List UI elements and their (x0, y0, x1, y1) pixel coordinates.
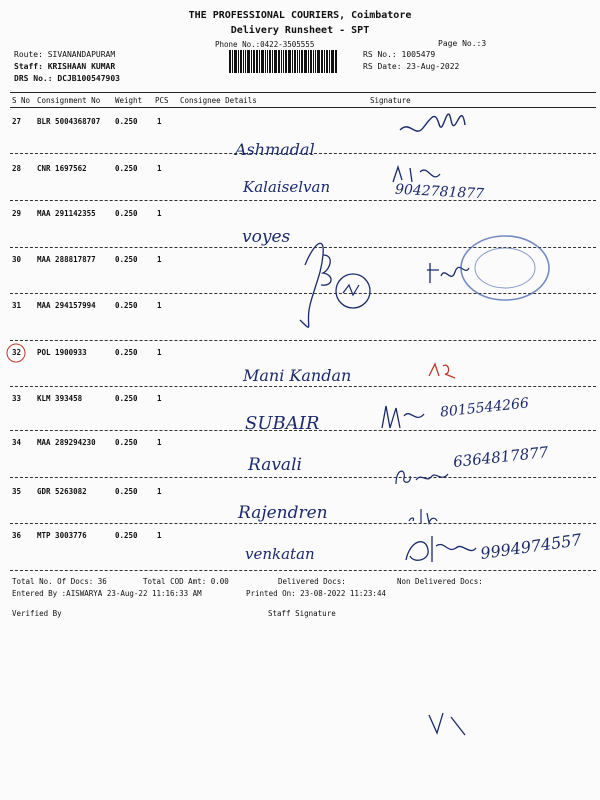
row-pcs: 1 (157, 487, 162, 496)
drs-value: DCJB100547903 (57, 74, 120, 83)
row-consignment: CNR 1697562 (37, 164, 87, 173)
row-consignment: MTP 3003776 (37, 531, 87, 540)
row-divider (10, 340, 596, 341)
circle-mark (5, 342, 27, 364)
company-stamp (455, 232, 555, 304)
row-pcs: 1 (157, 301, 162, 310)
handwritten-phone: 8015544266 (439, 395, 530, 421)
company-name: THE PROFESSIONAL COURIERS, Coimbatore (188, 10, 412, 21)
row-sno: 29 (12, 209, 22, 218)
handwritten-name: SUBAIR (245, 413, 320, 434)
row-consignment: MAA 289294230 (37, 438, 96, 447)
row-weight: 0.250 (115, 209, 138, 218)
row-pcs: 1 (157, 255, 162, 264)
handwritten-name: venkatan (245, 545, 315, 563)
row-weight: 0.250 (115, 487, 138, 496)
col-sno: S No (12, 96, 31, 105)
row-pcs: 1 (157, 531, 162, 540)
row-weight: 0.250 (115, 255, 138, 264)
row-pcs: 1 (157, 117, 162, 126)
row-sno: 32 (12, 348, 22, 357)
row-consignment: KLM 393458 (37, 394, 83, 403)
row-weight: 0.250 (115, 348, 138, 357)
runsheet-title: Delivery Runsheet - SPT (230, 25, 370, 36)
col-consignment: Consignment No (37, 96, 101, 105)
signature-scribble (295, 225, 385, 340)
delivered-docs: Delivered Docs: (278, 577, 346, 586)
row-sno: 30 (12, 255, 22, 264)
row-consignment: GDR 5263082 (37, 487, 87, 496)
row-sno: 28 (12, 164, 22, 173)
row-sno: 34 (12, 438, 22, 447)
total-docs: Total No. Of Docs: 36 (12, 577, 107, 586)
signature-scribble (400, 530, 480, 570)
col-weight: Weight (115, 96, 143, 105)
row-pcs: 1 (157, 209, 162, 218)
row-weight: 0.250 (115, 117, 138, 126)
row-consignment: MAA 288817877 (37, 255, 96, 264)
row-weight: 0.250 (115, 531, 138, 540)
row-pcs: 1 (157, 438, 162, 447)
route: Route: SIVANANDAPURAM (14, 50, 116, 59)
phone-number: Phone No.:0422-3505555 (215, 40, 315, 49)
row-weight: 0.250 (115, 394, 138, 403)
handwritten-name: Ravali (248, 455, 302, 475)
row-consignment: BLR 5004368707 (37, 117, 101, 126)
row-consignment: POL 1900933 (37, 348, 87, 357)
handwritten-name: Kalaiselvan (243, 178, 331, 196)
handwritten-name: Mani Kandan (243, 366, 352, 385)
row-divider (10, 570, 596, 571)
signature-scribble (425, 358, 465, 383)
non-delivered-docs: Non Delivered Docs: (397, 577, 483, 586)
staff: Staff: KRISHAAN KUMAR (14, 62, 116, 71)
drs-number (14, 74, 120, 83)
total-cod: Total COD Amt: 0.00 (143, 577, 229, 586)
header-rule-top (10, 92, 596, 93)
row-sno: 27 (12, 117, 22, 126)
row-divider (10, 200, 596, 201)
row-pcs: 1 (157, 394, 162, 403)
signature-scribble (390, 162, 460, 192)
signature-scribble (392, 462, 452, 492)
page-number: Page No.:3 (438, 39, 487, 48)
row-sno: 31 (12, 301, 22, 310)
row-divider (10, 523, 596, 524)
row-weight: 0.250 (115, 438, 138, 447)
col-pcs: PCS (155, 96, 169, 105)
col-signature: Signature (370, 96, 411, 105)
handwritten-name: Ashmadal (235, 140, 315, 159)
handwritten-phone: 6364817877 (452, 443, 550, 471)
row-sno: 36 (12, 531, 22, 540)
signature-scribble (405, 503, 445, 528)
drs-label: DRS No.: (14, 74, 53, 83)
row-consignment: MAA 294157994 (37, 301, 96, 310)
entered-by: Entered By :AISWARYA 23-Aug-22 11:16:33 AM (12, 589, 202, 598)
verified-by: Verified By (12, 609, 62, 618)
staff-signature: Staff Signature (268, 609, 336, 618)
handwritten-name: Rajendren (238, 503, 328, 523)
row-consignment: MAA 291142355 (37, 209, 96, 218)
handwritten-name: voyes (242, 227, 291, 247)
row-weight: 0.250 (115, 301, 138, 310)
printed-on: Printed On: 23-08-2022 11:23:44 (246, 589, 386, 598)
col-consignee-details: Consignee Details (180, 96, 257, 105)
signature-scribble (395, 90, 475, 150)
row-divider (10, 386, 596, 387)
barcode (229, 50, 351, 73)
rs-number: RS No.: 1005479 (363, 50, 436, 59)
rs-date: RS Date: 23-Aug-2022 (363, 62, 460, 71)
handwritten-phone: 9994974557 (479, 530, 583, 563)
row-weight: 0.250 (115, 164, 138, 173)
row-divider (10, 477, 596, 478)
signature-scribble (376, 398, 436, 438)
header-rule-bottom (10, 107, 596, 108)
handwritten-phone: 9042781877 (394, 181, 485, 203)
row-sno: 33 (12, 394, 22, 403)
row-sno: 35 (12, 487, 22, 496)
row-pcs: 1 (157, 348, 162, 357)
row-pcs: 1 (157, 164, 162, 173)
signature-scribble (425, 705, 470, 740)
